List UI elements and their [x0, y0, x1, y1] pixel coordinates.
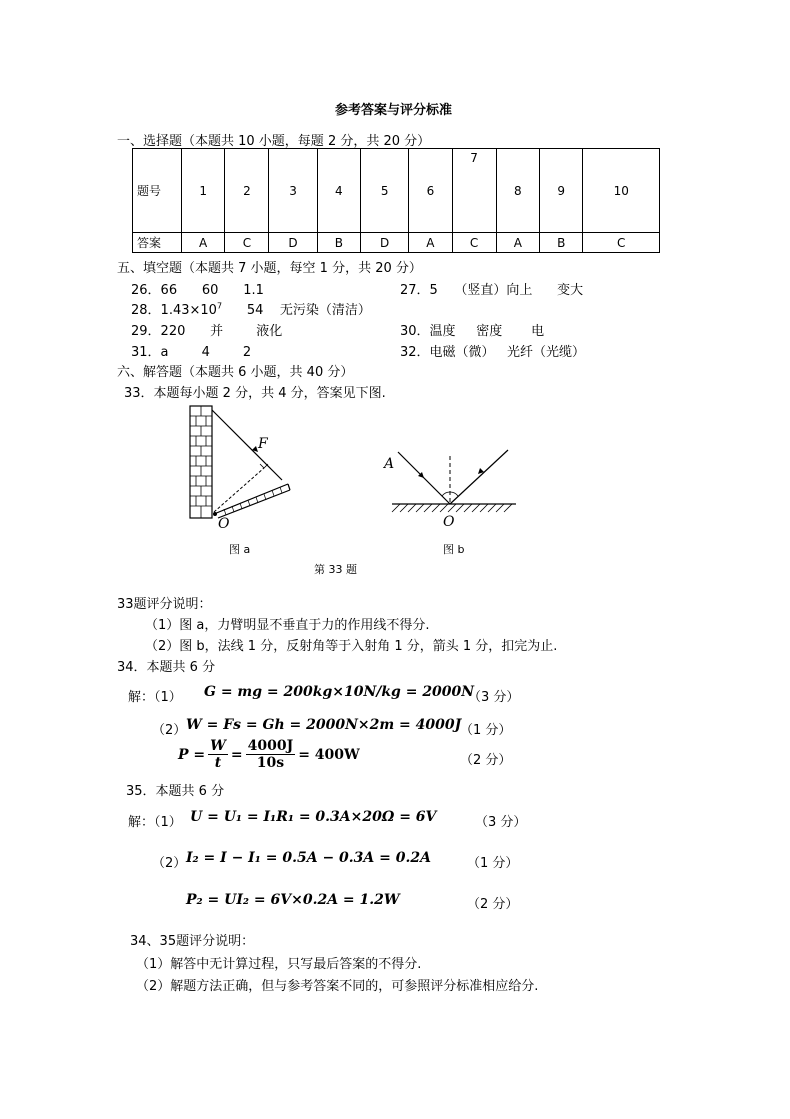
figure-a-caption: 图 a	[229, 543, 251, 556]
q35-line1-label: 解：（1）	[128, 815, 182, 830]
figure-b	[380, 444, 520, 532]
answer-q26: 26．66 60 1.1	[131, 283, 264, 298]
table-cell: 7	[470, 151, 478, 165]
notes-title: 34、35题评分说明：	[130, 934, 255, 949]
q33-intro: 33．本题每小题 2 分，共 4 分，答案见下图.	[124, 386, 386, 401]
denominator: 10s	[256, 755, 285, 771]
numerator: W	[210, 738, 226, 754]
answer-q29: 29．220 并 液化	[131, 324, 283, 339]
q28-suffix: 54 无污染（清洁）	[222, 303, 371, 318]
ray-label: A	[384, 456, 395, 472]
table-cell: 2	[225, 149, 269, 233]
q33-notes-title: 33题评分说明：	[117, 597, 212, 612]
q35-intro: 35．本题共 6 分	[126, 784, 225, 799]
table-cell: A	[182, 233, 225, 253]
reflected-ray	[450, 450, 508, 504]
answer-row	[133, 233, 660, 253]
answer-q28	[131, 299, 371, 318]
lever-arm-dashed	[214, 468, 264, 512]
table-cell: 9	[540, 149, 583, 233]
figure-a	[180, 402, 300, 532]
q34-line1-score: （3 分）	[468, 690, 520, 705]
answer-q32: 32．电磁（微） 光纤（光缆）	[400, 345, 585, 360]
q35-line3-score: （2 分）	[467, 897, 519, 912]
point-label: O	[443, 514, 455, 530]
section1-heading: 一、选择题（本题共 10 小题，每题 2 分，共 20 分）	[117, 134, 431, 149]
pivot-label: O	[218, 516, 230, 532]
table-cell: 6	[409, 149, 452, 233]
q35-line2-score: （1 分）	[467, 856, 519, 871]
table-cell: B	[317, 233, 360, 253]
note-2: （2）解题方法正确，但与参考答案不同的，可参照评分标准相应给分.	[136, 979, 539, 994]
answer-q30: 30．温度 密度 电	[400, 324, 545, 339]
table-cell: 3	[269, 149, 317, 233]
q33-note-1: （1）图 a，力臂明显不垂直于力的作用线不得分.	[145, 618, 430, 633]
denominator: t	[214, 755, 222, 771]
note-1: （1）解答中无计算过程，只写最后答案的不得分.	[136, 957, 422, 972]
table-cell: 5	[361, 149, 409, 233]
row-label-question: 题号	[133, 149, 182, 233]
table-cell: A	[496, 233, 539, 253]
table-cell: 1	[182, 149, 225, 233]
fraction-w-over-t	[208, 738, 228, 771]
force-label: F	[258, 436, 268, 452]
q34-line3-rhs: = 400W	[298, 746, 360, 763]
table-cell: C	[225, 233, 269, 253]
q34-line3-equals: =	[230, 746, 243, 763]
page-title: 参考答案与评分标准	[335, 103, 453, 118]
table-cell: 10	[583, 149, 660, 233]
brick-wall	[190, 406, 212, 518]
rod	[214, 484, 290, 518]
q33-note-2: （2）图 b，法线 1 分，反射角等于入射角 1 分，箭头 1 分，扣完为止.	[145, 639, 558, 654]
q35-line2-equation: I₂ = I − I₁ = 0.5A − 0.3A = 0.2A	[186, 850, 431, 866]
question-number-row	[133, 149, 660, 233]
section6-heading: 六、解答题（本题共 6 小题，共 40 分）	[117, 365, 354, 380]
table-cell: B	[540, 233, 583, 253]
q28-prefix: 28．1.43×10	[131, 303, 217, 318]
q35-line2-label: （2）	[152, 856, 187, 871]
q34-line3-lhs: P =	[178, 746, 206, 763]
q34-intro: 34．本题共 6 分	[117, 660, 216, 675]
table-cell: C	[452, 233, 496, 253]
table-cell: A	[409, 233, 452, 253]
table-cell-q7	[452, 149, 496, 233]
mirror-hatching	[392, 504, 512, 512]
row-label-answer: 答案	[133, 233, 182, 253]
figure-caption: 第 33 题	[314, 563, 357, 576]
q28-exponent: 7	[216, 301, 223, 311]
q34-line1-equation: G = mg = 200kg×10N/kg = 2000N	[204, 684, 475, 700]
q34-line3-equation	[178, 738, 360, 771]
answer-q27: 27．5 （竖直）向上 变大	[400, 283, 584, 298]
table-cell: C	[583, 233, 660, 253]
force-line	[212, 410, 282, 480]
table-cell: D	[269, 233, 317, 253]
q35-line3-equation: P₂ = UI₂ = 6V×0.2A = 1.2W	[186, 892, 400, 908]
q35-line1-equation: U = U₁ = I₁R₁ = 0.3A×20Ω = 6V	[190, 809, 437, 825]
answer-q31: 31．a 4 2	[131, 345, 252, 360]
table-cell: D	[361, 233, 409, 253]
q34-line2-score: （1 分）	[460, 723, 512, 738]
pivot-point	[213, 512, 217, 516]
table-cell: 4	[317, 149, 360, 233]
table-cell: 8	[496, 149, 539, 233]
section5-heading: 五、填空题（本题共 7 小题，每空 1 分，共 20 分）	[117, 261, 422, 276]
answer-table	[132, 148, 660, 253]
q34-line2-label: （2）	[152, 723, 187, 738]
q35-line1-score: （3 分）	[475, 815, 527, 830]
q34-line3-score: （2 分）	[460, 753, 512, 768]
fraction-values	[246, 738, 296, 771]
numerator: 4000J	[247, 738, 294, 754]
q34-line1-label: 解：（1）	[128, 690, 182, 705]
q34-line2-equation: W = Fs = Gh = 2000N×2m = 4000J	[186, 717, 462, 733]
figure-b-caption: 图 b	[443, 543, 465, 556]
